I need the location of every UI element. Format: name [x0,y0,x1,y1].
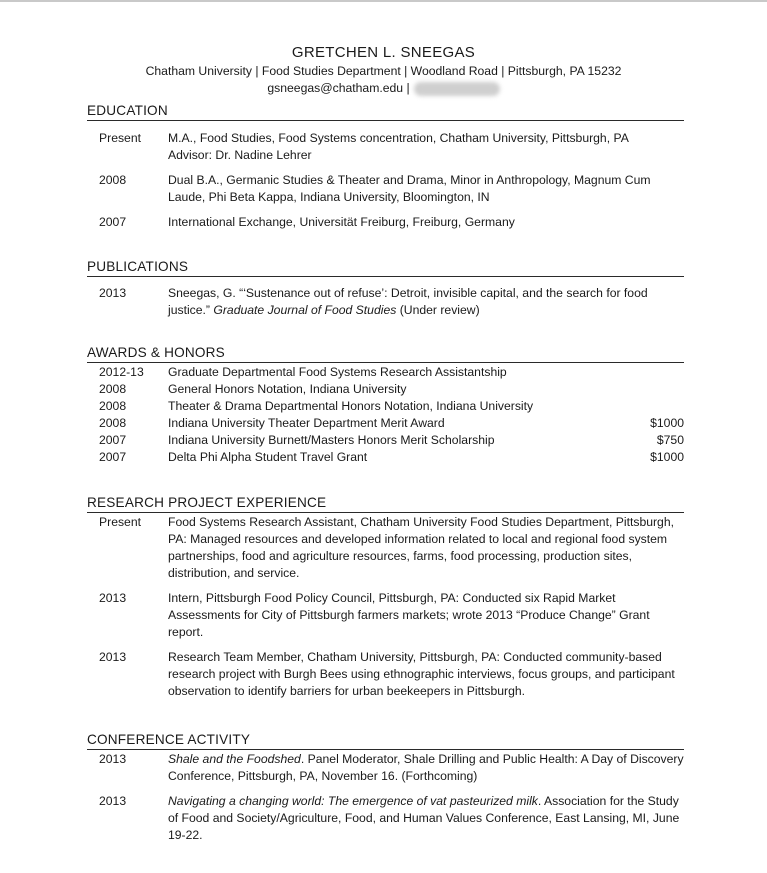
conference-section [87,731,684,844]
research-entry [87,649,684,700]
entry-text: Dual B.A., Germanic Studies & Theater and Drama, Minor in Anthropology, Magnum Cum Laude, Phi Beta Kappa, Indiana University, Bloomington, IN [168,173,651,204]
publication-entry [87,285,684,319]
award-entry [87,398,684,415]
talk-title: Shale and the Foodshed [168,752,301,766]
research-entry [87,590,684,641]
citation-status: (Under review) [396,303,480,317]
entry-date: 2013 [99,286,127,300]
education-entry [87,214,684,231]
advisor-line: Advisor: Dr. Nadine Lehrer [168,148,312,162]
entry-date: 2008 [99,399,127,413]
award-entry [87,364,684,381]
award-amount: $1000 [650,416,684,430]
section-title-education: EDUCATION [87,102,684,121]
award-amount: $750 [656,433,684,447]
section-title-conference: CONFERENCE ACTIVITY [87,731,684,750]
citation-text: Sneegas, G. “‘Sustenance out of refuse’: Detroit, invisible capital, and the search for food justice.” [168,286,648,317]
entry-date: 2013 [99,752,127,766]
entry-text: Graduate Departmental Food Systems Research Assistantship [168,365,507,379]
entry-date: 2012-13 [99,365,144,379]
section-title-research: RESEARCH PROJECT EXPERIENCE [87,494,684,513]
talk-details: . Panel Moderator, Shale Drilling and Public Health: A Day of Discovery Conference, Pittsburgh, PA, November 16. (Forthcoming) [168,752,684,783]
section-title-awards: AWARDS & HONORS [87,344,684,363]
entry-date: 2008 [99,173,127,187]
education-entry [87,172,684,206]
award-entry [87,432,684,449]
conference-entry [87,751,684,785]
entry-text: Delta Phi Alpha Student Travel Grant [168,450,368,464]
email: gsneegas@chatham.edu | [267,81,410,95]
entry-date: 2013 [99,591,127,605]
award-entry [87,449,684,466]
talk-title: Navigating a changing world: The emergence of vat pasteurized milk [168,794,538,808]
entry-text: Research Team Member, Chatham University, Pittsburgh, PA: Conducted community-based research project with Burgh Bees using ethnographic interviews, focus groups, and participant observation to identify barriers for urban beekeepers in Pittsburgh. [168,650,675,698]
entry-date: 2013 [99,650,127,664]
conference-entry [87,793,684,844]
entry-text [168,285,684,319]
entry-text: Intern, Pittsburgh Food Policy Council, Pittsburgh, PA: Conducted six Rapid Market Assessments for City of Pittsburgh farmers markets; wrote 2013 “Produce Change” Grant report. [168,591,650,639]
entry-date: 2007 [99,433,127,447]
page-top-border [0,0,767,2]
affiliation-line: Chatham University | Food Studies Department | Woodland Road | Pittsburgh, PA 15232 [145,64,622,78]
entry-date: Present [99,131,142,145]
publications-section [87,258,684,319]
entry-date: 2008 [99,416,127,430]
entry-text [168,130,684,164]
entry-text [168,751,684,785]
award-amount: $1000 [650,450,684,464]
candidate-name: GRETCHEN L. SNEEGAS [291,44,476,61]
research-section [87,494,684,700]
education-section [87,102,684,231]
degree-line: M.A., Food Studies, Food Systems concentration, Chatham University, Pittsburgh, PA [168,131,629,145]
section-title-publications: PUBLICATIONS [87,258,684,277]
award-entry [87,381,684,398]
entry-text: International Exchange, Universität Freiburg, Freiburg, Germany [168,215,515,229]
award-entry [87,415,684,432]
entry-date: Present [99,515,142,529]
resume-header [0,43,767,97]
entry-text: General Honors Notation, Indiana University [168,382,407,396]
entry-date: 2008 [99,382,127,396]
entry-text: Theater & Drama Departmental Honors Notation, Indiana University [168,399,534,413]
entry-date: 2013 [99,794,127,808]
contact-line [0,80,767,97]
talk-details: . Association for the Study of Food and Society/Agriculture, Food, and Human Values Conference, East Lansing, MI, June 19-22. [168,794,680,842]
entry-text: Food Systems Research Assistant, Chatham University Food Studies Department, Pittsburgh, PA: Managed resources and developed information related to local and regional food system partnerships, food and agriculture resources, farms, food processing, production sites, distribution, and service. [168,515,675,580]
entry-date: 2007 [99,215,127,229]
entry-date: 2007 [99,450,127,464]
education-entry [87,130,684,164]
entry-text [168,793,684,844]
journal-title: Graduate Journal of Food Studies [213,303,397,317]
entry-text: Indiana University Burnett/Masters Honors Merit Scholarship [168,433,495,447]
redacted-phone [414,82,500,96]
research-entry [87,514,684,582]
awards-section [87,344,684,466]
entry-text: Indiana University Theater Department Merit Award [168,416,445,430]
